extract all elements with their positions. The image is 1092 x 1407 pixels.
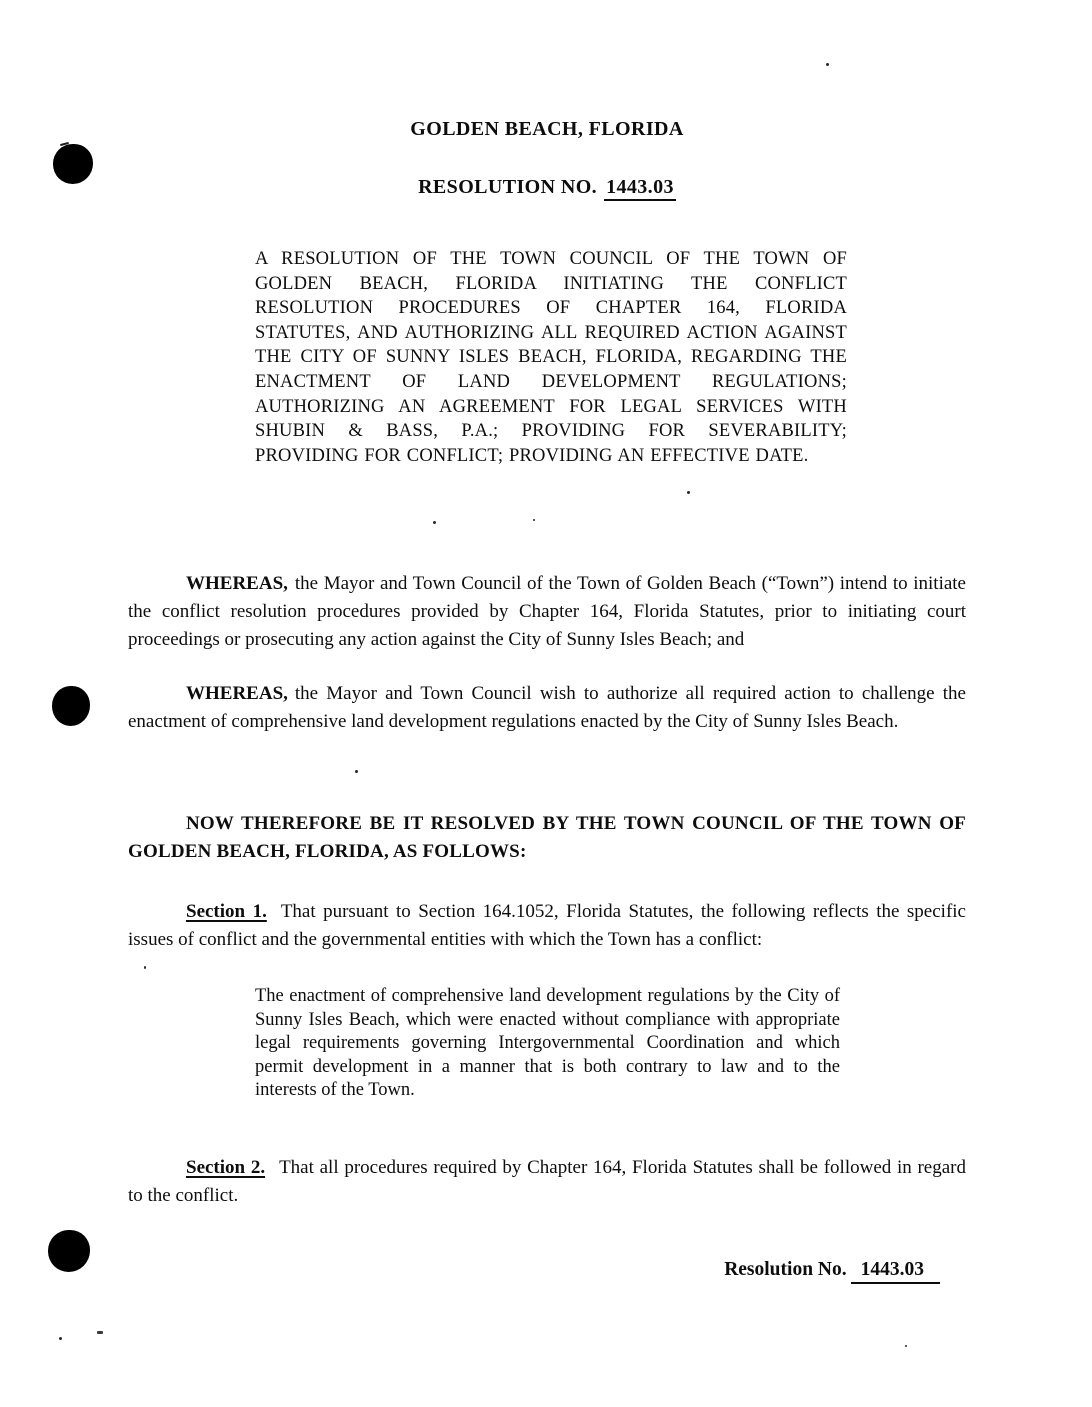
scan-speck: [144, 966, 146, 969]
scan-speck: [97, 1331, 103, 1334]
hole-punch: [53, 144, 93, 184]
whereas-clause-2: [128, 680, 966, 736]
whereas-lead: WHEREAS,: [186, 683, 288, 704]
resolution-heading-label: RESOLUTION NO.: [418, 176, 598, 198]
resolved-clause: NOW THEREFORE BE IT RESOLVED BY THE TOWN COUNCIL OF THE TOWN OF GOLDEN BEACH, FLORIDA, AS FOLLOWS:: [128, 813, 966, 862]
section-2-label: Section 2.: [186, 1157, 266, 1178]
section-1-paragraph: [128, 898, 966, 954]
section-2-text: That all procedures required by Chapter 164, Florida Statutes shall be followed in regard to the conflict.: [128, 1157, 966, 1206]
resolution-heading: [128, 176, 966, 199]
section-1-label: Section 1.: [186, 901, 267, 922]
resolution-caption: A RESOLUTION OF THE TOWN COUNCIL OF THE TOWN OF GOLDEN BEACH, FLORIDA INITIATING THE CONFLICT RESOLUTION PROCEDURES OF CHAPTER 164, FLORIDA STATUTES, AND AUTHORIZING ALL REQUIRED ACTION AGAINST THE CITY OF SUNNY ISLES BEACH, FLORIDA, REGARDING THE ENACTMENT OF LAND DEVELOPMENT REGULATIONS; AUTHORIZING AN AGREEMENT FOR LEGAL SERVICES WITH SHUBIN & BASS, P.A.; PROVIDING FOR SEVERABILITY; PROVIDING FOR CONFLICT; PROVIDING AN EFFECTIVE DATE.: [255, 249, 847, 466]
whereas-clause-1: [128, 570, 966, 654]
footer-resolution-number: 1443.03: [851, 1259, 940, 1284]
scan-speck: [433, 521, 436, 524]
scan-speck: [355, 770, 358, 773]
scan-speck: [533, 519, 535, 521]
scan-speck: [905, 1345, 907, 1347]
conflict-statement: The enactment of comprehensive land development regulations by the City of Sunny Isles Beach, which were enacted without compliance with appropriate legal requirements governing Intergovernmental Coordination and which permit development in a manner that is both contrary to law and to the interests of the Town.: [255, 986, 840, 1101]
whereas-text: the Mayor and Town Council wish to authorize all required action to challenge the enactment of comprehensive land development regulations enacted by the City of Sunny Isles Beach.: [128, 683, 966, 732]
scan-speck: [687, 491, 690, 494]
whereas-text: the Mayor and Town Council of the Town of Golden Beach (“Town”) intend to initiate the conflict resolution procedures provided by Chapter 164, Florida Statutes, prior to initiating court proceedings or prosecuting any action against the City of Sunny Isles Beach; and: [128, 573, 966, 650]
section-1-text: That pursuant to Section 164.1052, Florida Statutes, the following reflects the specific issues of conflict and the governmental entities with which the Town has a conflict:: [128, 901, 966, 950]
resolution-number: 1443.03: [604, 176, 676, 201]
whereas-lead: WHEREAS,: [186, 573, 288, 594]
scan-speck: [826, 63, 829, 66]
hole-punch: [48, 1230, 90, 1272]
footer-resolution-reference: [724, 1259, 940, 1281]
footer-label: Resolution No.: [724, 1259, 847, 1280]
scan-speck: [59, 1337, 62, 1340]
hole-punch: [52, 686, 90, 726]
document-title: GOLDEN BEACH, FLORIDA: [410, 118, 684, 140]
section-2-paragraph: [128, 1154, 966, 1210]
